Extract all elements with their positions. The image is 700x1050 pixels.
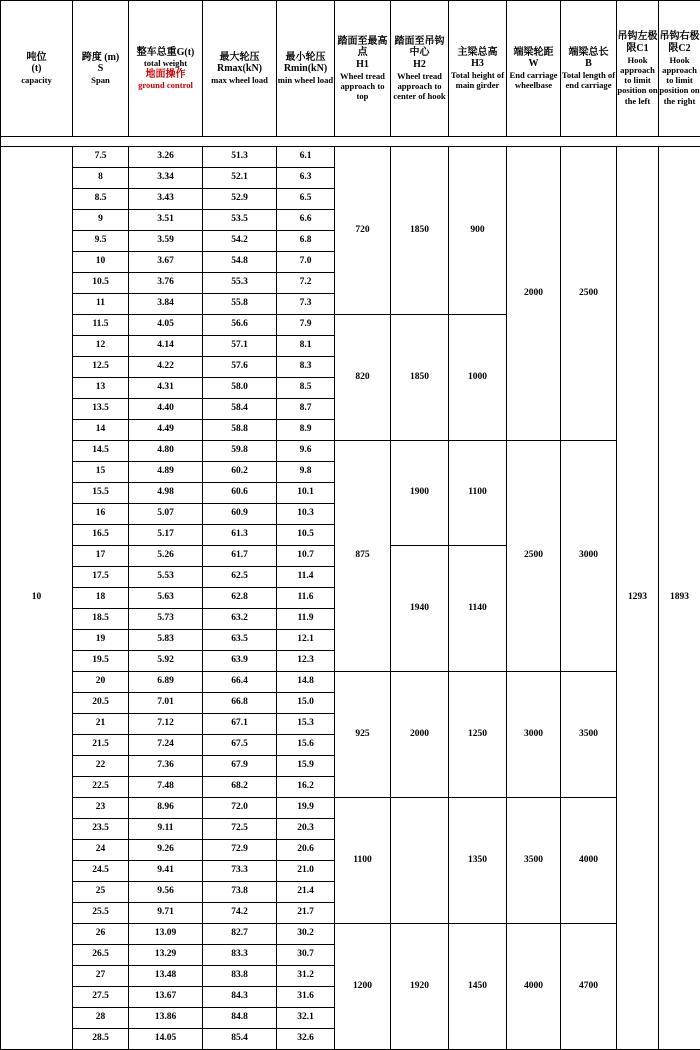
cell-rmax: 82.7 <box>203 924 277 945</box>
cell-span: 25.5 <box>73 903 129 924</box>
header-capacity-en: capacity <box>1 75 72 85</box>
cell-total-weight: 4.49 <box>129 420 203 441</box>
table-spacer-row <box>1 137 700 147</box>
cell-rmin: 6.8 <box>277 231 335 252</box>
cell-rmax: 54.8 <box>203 252 277 273</box>
cell-rmax: 74.2 <box>203 903 277 924</box>
header-c2-en: Hook approach to limit position on the right <box>659 55 700 106</box>
cell-span: 18 <box>73 588 129 609</box>
cell-total-weight: 13.86 <box>129 1008 203 1029</box>
header-h2-sym: H2 <box>391 59 448 71</box>
cell-rmax: 67.1 <box>203 714 277 735</box>
header-rmax-cn: 最大轮压 <box>203 52 276 64</box>
cell-total-weight: 3.59 <box>129 231 203 252</box>
cell-rmin: 15.6 <box>277 735 335 756</box>
cell-h1: 820 <box>335 315 391 441</box>
header-span-en: Span <box>73 75 128 85</box>
header-w-en: End carriage wheelbase <box>507 70 560 90</box>
header-b-sym: B <box>561 58 616 70</box>
header-h2-en: Wheel tread approach to center of hook <box>391 71 448 101</box>
cell-span: 21.5 <box>73 735 129 756</box>
cell-span: 10.5 <box>73 273 129 294</box>
cell-total-weight: 5.26 <box>129 546 203 567</box>
cell-total-weight: 4.40 <box>129 399 203 420</box>
cell-span: 24.5 <box>73 861 129 882</box>
header-ground-control-en: ground control <box>129 80 202 90</box>
cell-rmax: 61.7 <box>203 546 277 567</box>
cell-span: 9.5 <box>73 231 129 252</box>
cell-span: 19.5 <box>73 651 129 672</box>
cell-total-weight: 5.83 <box>129 630 203 651</box>
header-rmin-sym: Rmin(kN) <box>277 63 334 75</box>
header-rmax-sym: Rmax(kN) <box>203 63 276 75</box>
header-capacity-sym: (t) <box>1 63 72 75</box>
header-rmin <box>277 1 335 137</box>
cell-span: 26.5 <box>73 945 129 966</box>
cell-rmax: 68.2 <box>203 777 277 798</box>
cell-b: 2500 <box>561 147 617 441</box>
header-h2-cn: 踏面至吊钩中心 <box>391 36 448 60</box>
cell-rmax: 66.8 <box>203 693 277 714</box>
cell-rmin: 20.3 <box>277 819 335 840</box>
header-total-weight-cn: 整车总重G(t) <box>129 47 202 59</box>
header-total-weight-sym: total weight <box>129 58 202 68</box>
cell-h2 <box>391 798 449 924</box>
cell-total-weight: 4.22 <box>129 357 203 378</box>
cell-b: 3500 <box>561 672 617 798</box>
cell-total-weight: 4.05 <box>129 315 203 336</box>
table-header <box>1 1 700 137</box>
cell-total-weight: 13.67 <box>129 987 203 1008</box>
cell-total-weight: 8.96 <box>129 798 203 819</box>
cell-rmax: 60.9 <box>203 504 277 525</box>
header-span-cn: 跨度 (m) <box>73 52 128 64</box>
header-h1 <box>335 1 391 137</box>
cell-capacity: 10 <box>1 147 73 1050</box>
cell-span: 17 <box>73 546 129 567</box>
cell-total-weight: 9.26 <box>129 840 203 861</box>
cell-rmin: 15.9 <box>277 756 335 777</box>
cell-h2: 1920 <box>391 924 449 1050</box>
cell-span: 8 <box>73 168 129 189</box>
cell-rmin: 8.3 <box>277 357 335 378</box>
cell-total-weight: 9.56 <box>129 882 203 903</box>
cell-total-weight: 4.89 <box>129 462 203 483</box>
cell-rmin: 12.3 <box>277 651 335 672</box>
table-row <box>1 147 700 168</box>
cell-rmin: 15.3 <box>277 714 335 735</box>
cell-rmin: 9.6 <box>277 441 335 462</box>
cell-total-weight: 5.17 <box>129 525 203 546</box>
cell-b: 4000 <box>561 798 617 924</box>
cell-rmin: 7.9 <box>277 315 335 336</box>
cell-span: 22.5 <box>73 777 129 798</box>
cell-span: 12.5 <box>73 357 129 378</box>
cell-total-weight: 7.01 <box>129 693 203 714</box>
cell-rmax: 67.5 <box>203 735 277 756</box>
cell-span: 21 <box>73 714 129 735</box>
cell-h1: 1200 <box>335 924 391 1050</box>
cell-span: 22 <box>73 756 129 777</box>
cell-h3: 900 <box>449 147 507 315</box>
cell-span: 13.5 <box>73 399 129 420</box>
cell-total-weight: 9.41 <box>129 861 203 882</box>
cell-rmin: 20.6 <box>277 840 335 861</box>
header-h1-en: Wheel tread approach to top <box>335 71 390 101</box>
cell-total-weight: 4.98 <box>129 483 203 504</box>
cell-rmin: 10.5 <box>277 525 335 546</box>
header-h3-cn: 主梁总高 <box>449 47 506 59</box>
cell-rmin: 31.6 <box>277 987 335 1008</box>
cell-c2: 1893 <box>659 147 700 1050</box>
cell-rmin: 9.8 <box>277 462 335 483</box>
cell-rmin: 14.8 <box>277 672 335 693</box>
cell-span: 23.5 <box>73 819 129 840</box>
cell-w: 2500 <box>507 441 561 672</box>
cell-rmin: 7.2 <box>277 273 335 294</box>
cell-total-weight: 9.71 <box>129 903 203 924</box>
cell-rmin: 6.5 <box>277 189 335 210</box>
header-b-cn: 端梁总长 <box>561 47 616 59</box>
cell-total-weight: 7.48 <box>129 777 203 798</box>
cell-rmin: 30.2 <box>277 924 335 945</box>
header-rmin-cn: 最小轮压 <box>277 52 334 64</box>
header-rmax-en: max wheel load <box>203 75 276 85</box>
cell-span: 11 <box>73 294 129 315</box>
cell-total-weight: 3.26 <box>129 147 203 168</box>
cell-total-weight: 5.73 <box>129 609 203 630</box>
header-capacity-cn: 吨位 <box>1 52 72 64</box>
header-w-sym: W <box>507 58 560 70</box>
cell-rmax: 52.9 <box>203 189 277 210</box>
header-w <box>507 1 561 137</box>
cell-w: 4000 <box>507 924 561 1050</box>
cell-span: 20.5 <box>73 693 129 714</box>
cell-rmin: 15.0 <box>277 693 335 714</box>
cell-span: 20 <box>73 672 129 693</box>
cell-span: 12 <box>73 336 129 357</box>
header-capacity <box>1 1 73 137</box>
header-c2 <box>659 1 700 137</box>
cell-span: 15.5 <box>73 483 129 504</box>
cell-rmin: 6.3 <box>277 168 335 189</box>
cell-rmin: 31.2 <box>277 966 335 987</box>
header-h3-en: Total height of main girder <box>449 70 506 90</box>
cell-h2: 1850 <box>391 315 449 441</box>
cell-rmin: 12.1 <box>277 630 335 651</box>
cell-total-weight: 4.31 <box>129 378 203 399</box>
cell-rmax: 53.5 <box>203 210 277 231</box>
cell-total-weight: 5.53 <box>129 567 203 588</box>
header-h3 <box>449 1 507 137</box>
table-spacer-cell <box>1 137 700 147</box>
header-c1-en: Hook approach to limit position on the left <box>617 55 658 106</box>
cell-rmin: 21.4 <box>277 882 335 903</box>
header-total-weight <box>129 1 203 137</box>
cell-h3: 1350 <box>449 798 507 924</box>
cell-span: 25 <box>73 882 129 903</box>
cell-span: 24 <box>73 840 129 861</box>
cell-rmax: 85.4 <box>203 1029 277 1050</box>
cell-rmin: 30.7 <box>277 945 335 966</box>
cell-span: 28 <box>73 1008 129 1029</box>
cell-span: 13 <box>73 378 129 399</box>
cell-rmin: 16.2 <box>277 777 335 798</box>
cell-rmax: 73.3 <box>203 861 277 882</box>
header-w-cn: 端梁轮距 <box>507 47 560 59</box>
cell-w: 3500 <box>507 798 561 924</box>
header-h2 <box>391 1 449 137</box>
cell-h3: 1450 <box>449 924 507 1050</box>
cell-rmin: 10.1 <box>277 483 335 504</box>
cell-span: 15 <box>73 462 129 483</box>
cell-b: 3000 <box>561 441 617 672</box>
cell-total-weight: 3.51 <box>129 210 203 231</box>
cell-span: 9 <box>73 210 129 231</box>
cell-rmax: 63.2 <box>203 609 277 630</box>
cell-rmin: 10.3 <box>277 504 335 525</box>
cell-total-weight: 3.43 <box>129 189 203 210</box>
cell-rmin: 21.0 <box>277 861 335 882</box>
table-row <box>1 924 700 945</box>
cell-rmin: 11.6 <box>277 588 335 609</box>
cell-h2: 1900 <box>391 441 449 546</box>
cell-rmin: 11.4 <box>277 567 335 588</box>
cell-rmin: 7.0 <box>277 252 335 273</box>
cell-rmin: 8.5 <box>277 378 335 399</box>
cell-rmax: 54.2 <box>203 231 277 252</box>
header-row <box>1 1 700 137</box>
cell-total-weight: 4.80 <box>129 441 203 462</box>
cell-rmax: 83.3 <box>203 945 277 966</box>
cell-rmax: 55.3 <box>203 273 277 294</box>
cell-rmax: 55.8 <box>203 294 277 315</box>
cell-rmax: 83.8 <box>203 966 277 987</box>
cell-rmax: 60.2 <box>203 462 277 483</box>
cell-h2: 2000 <box>391 672 449 798</box>
cell-h2: 1940 <box>391 546 449 672</box>
cell-span: 23 <box>73 798 129 819</box>
cell-rmax: 51.3 <box>203 147 277 168</box>
cell-rmax: 84.8 <box>203 1008 277 1029</box>
cell-rmax: 59.8 <box>203 441 277 462</box>
cell-total-weight: 3.34 <box>129 168 203 189</box>
header-span <box>73 1 129 137</box>
cell-total-weight: 14.05 <box>129 1029 203 1050</box>
cell-rmin: 32.1 <box>277 1008 335 1029</box>
cell-rmax: 72.0 <box>203 798 277 819</box>
cell-total-weight: 6.89 <box>129 672 203 693</box>
header-c1 <box>617 1 659 137</box>
cell-h2: 1850 <box>391 147 449 315</box>
cell-span: 26 <box>73 924 129 945</box>
cell-rmax: 58.8 <box>203 420 277 441</box>
cell-rmax: 72.5 <box>203 819 277 840</box>
cell-rmax: 84.3 <box>203 987 277 1008</box>
cell-c1: 1293 <box>617 147 659 1050</box>
cell-rmax: 66.4 <box>203 672 277 693</box>
cell-span: 27.5 <box>73 987 129 1008</box>
cell-span: 14 <box>73 420 129 441</box>
cell-h3: 1250 <box>449 672 507 798</box>
cell-total-weight: 7.12 <box>129 714 203 735</box>
table-row <box>1 798 700 819</box>
cell-rmax: 63.9 <box>203 651 277 672</box>
header-rmin-en: min wheel load <box>277 75 334 85</box>
cell-rmax: 52.1 <box>203 168 277 189</box>
cell-rmax: 72.9 <box>203 840 277 861</box>
cell-rmin: 19.9 <box>277 798 335 819</box>
cell-span: 16.5 <box>73 525 129 546</box>
cell-total-weight: 5.92 <box>129 651 203 672</box>
cell-span: 11.5 <box>73 315 129 336</box>
cell-h1: 720 <box>335 147 391 315</box>
cell-span: 19 <box>73 630 129 651</box>
cell-b: 4700 <box>561 924 617 1050</box>
cell-span: 14.5 <box>73 441 129 462</box>
cell-total-weight: 3.67 <box>129 252 203 273</box>
header-c2-cn: 吊钩右极限C2 <box>659 31 700 55</box>
header-rmax <box>203 1 277 137</box>
cell-span: 7.5 <box>73 147 129 168</box>
cell-rmax: 57.1 <box>203 336 277 357</box>
cell-rmax: 57.6 <box>203 357 277 378</box>
cell-total-weight: 4.14 <box>129 336 203 357</box>
cell-total-weight: 13.48 <box>129 966 203 987</box>
cell-rmin: 10.7 <box>277 546 335 567</box>
cell-span: 16 <box>73 504 129 525</box>
cell-total-weight: 5.63 <box>129 588 203 609</box>
cell-h3: 1140 <box>449 546 507 672</box>
header-h1-sym: H1 <box>335 59 390 71</box>
cell-span: 27 <box>73 966 129 987</box>
header-span-sym: S <box>73 63 128 75</box>
cell-rmax: 58.4 <box>203 399 277 420</box>
cell-rmin: 8.7 <box>277 399 335 420</box>
cell-rmin: 7.3 <box>277 294 335 315</box>
cell-w: 2000 <box>507 147 561 441</box>
table-body <box>1 137 700 1050</box>
cell-rmax: 73.8 <box>203 882 277 903</box>
cell-span: 10 <box>73 252 129 273</box>
cell-total-weight: 5.07 <box>129 504 203 525</box>
cell-total-weight: 7.36 <box>129 756 203 777</box>
cell-h1: 1100 <box>335 798 391 924</box>
cell-rmax: 63.5 <box>203 630 277 651</box>
cell-rmin: 8.9 <box>277 420 335 441</box>
header-b-en: Total length of end carriage <box>561 70 616 90</box>
cell-span: 18.5 <box>73 609 129 630</box>
cell-rmax: 67.9 <box>203 756 277 777</box>
cell-total-weight: 7.24 <box>129 735 203 756</box>
cell-h3: 1100 <box>449 441 507 546</box>
cell-rmax: 62.8 <box>203 588 277 609</box>
cell-total-weight: 13.09 <box>129 924 203 945</box>
cell-h3: 1000 <box>449 315 507 441</box>
cell-rmax: 60.6 <box>203 483 277 504</box>
table-row <box>1 441 700 462</box>
header-h3-sym: H3 <box>449 58 506 70</box>
cell-total-weight: 3.84 <box>129 294 203 315</box>
cell-w: 3000 <box>507 672 561 798</box>
header-c1-cn: 吊钩左极限C1 <box>617 31 658 55</box>
cell-rmin: 21.7 <box>277 903 335 924</box>
cell-rmax: 58.0 <box>203 378 277 399</box>
cell-total-weight: 9.11 <box>129 819 203 840</box>
cell-h1: 875 <box>335 441 391 672</box>
header-ground-control-cn: 地面操作 <box>129 69 202 81</box>
cell-rmin: 6.1 <box>277 147 335 168</box>
cell-total-weight: 3.76 <box>129 273 203 294</box>
cell-total-weight: 13.29 <box>129 945 203 966</box>
header-h1-cn: 踏面至最高点 <box>335 36 390 60</box>
cell-h1: 925 <box>335 672 391 798</box>
cell-span: 17.5 <box>73 567 129 588</box>
header-b <box>561 1 617 137</box>
cell-rmax: 61.3 <box>203 525 277 546</box>
cell-rmin: 32.6 <box>277 1029 335 1050</box>
cell-rmax: 56.6 <box>203 315 277 336</box>
cell-rmin: 8.1 <box>277 336 335 357</box>
cell-span: 8.5 <box>73 189 129 210</box>
cell-rmin: 6.6 <box>277 210 335 231</box>
cell-span: 28.5 <box>73 1029 129 1050</box>
cell-rmax: 62.5 <box>203 567 277 588</box>
table-row <box>1 672 700 693</box>
cell-rmin: 11.9 <box>277 609 335 630</box>
